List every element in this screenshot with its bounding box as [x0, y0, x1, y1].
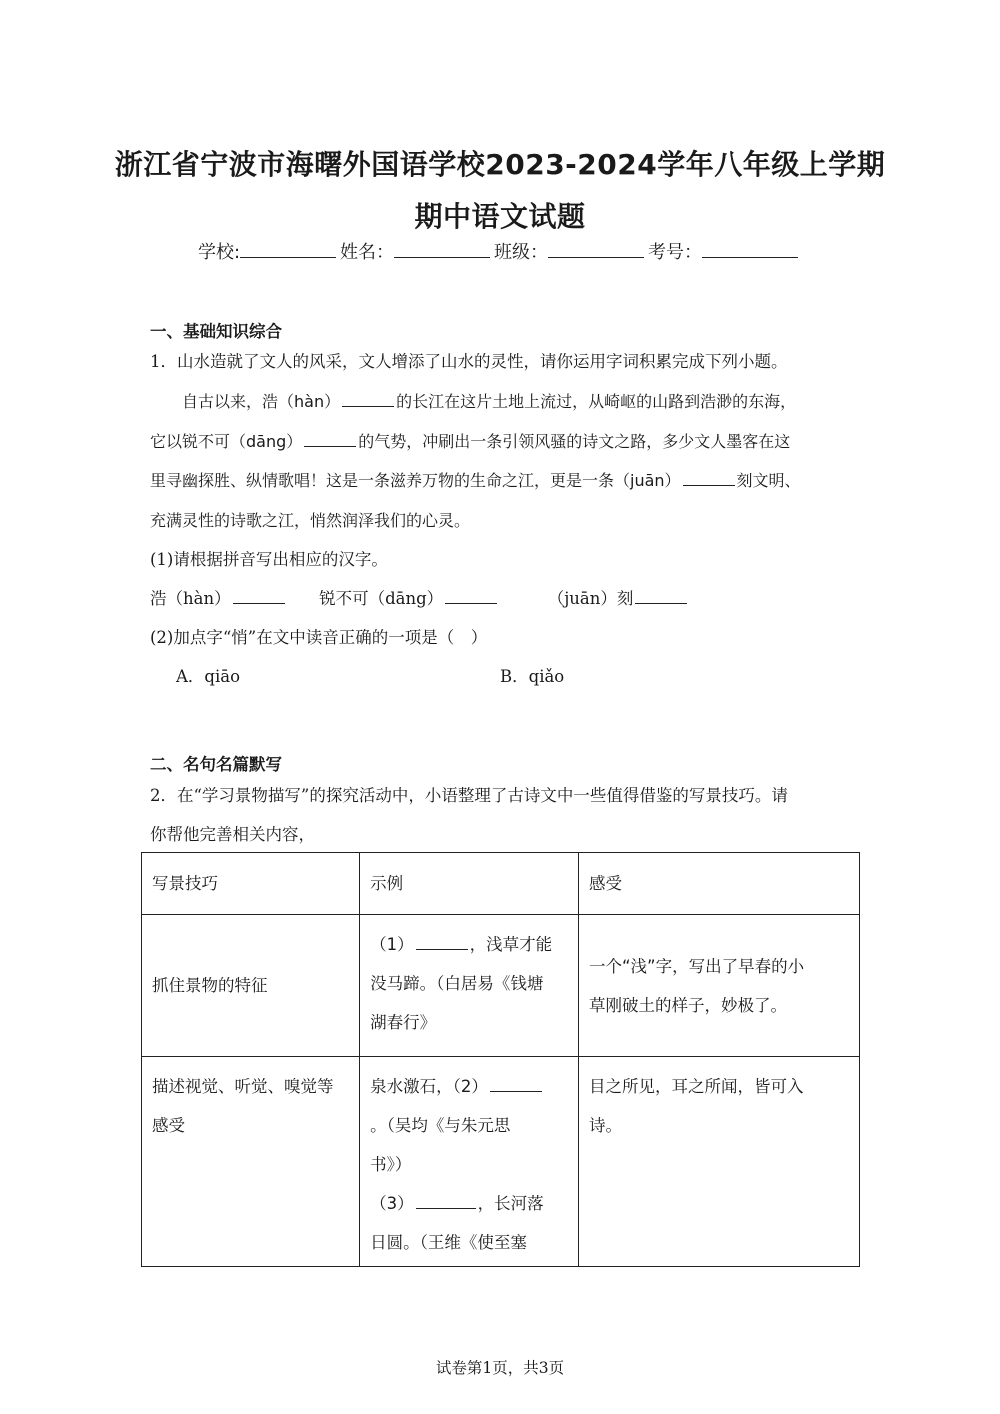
student-info-row: [0, 238, 1000, 264]
answer-blank-dang[interactable]: [445, 602, 497, 604]
page-footer: 试卷第1页，共3页: [435, 1359, 565, 1377]
example-cell: [360, 915, 579, 1057]
example-text: 没马蹄。（白居易《钱塘: [370, 974, 544, 993]
example-text: ，长河落: [477, 1194, 544, 1213]
header-feeling: 感受: [578, 853, 859, 915]
technique-cell: [142, 1057, 360, 1267]
feeling-cell: [578, 915, 859, 1057]
example-text: 泉水激石，（2）: [370, 1077, 488, 1096]
example-text: 书》）: [370, 1155, 412, 1174]
feeling-text: 诗。: [588, 1116, 622, 1135]
table-row: [142, 915, 860, 1057]
option-a[interactable]: A．qiāo: [176, 667, 241, 686]
poem-blank-2[interactable]: [490, 1090, 542, 1092]
passage-line-3: [150, 469, 862, 493]
blank-label-1: （1）: [370, 935, 414, 954]
example-text: 。（吴均《与朱元思: [370, 1116, 511, 1135]
example-text: ，浅草才能: [469, 935, 553, 954]
name-blank[interactable]: [394, 256, 490, 258]
header-example: 示例: [360, 853, 579, 915]
class-blank[interactable]: [548, 256, 644, 258]
blank-label-3: （3）: [370, 1194, 414, 1213]
school-label: 学校:: [197, 242, 241, 263]
exam-title-line2: 期中语文试题: [414, 200, 586, 233]
feeling-text: 草刚破土的样子，妙极了。: [588, 995, 787, 1015]
passage-blank-3[interactable]: [683, 484, 735, 486]
section2-heading: 二、名句名篇默写: [150, 755, 282, 774]
example-text: 日圆。（王维《使至塞: [370, 1233, 527, 1252]
q1-stem: 1．山水造就了文人的风采，文人增添了山水的灵性，请你运用字词积累完成下列小题。: [150, 352, 788, 371]
sub1-answer-row: [150, 587, 862, 611]
passage-text: 它以锐不可（dāng）: [150, 432, 303, 451]
technique-cell: 抓住景物的特征: [142, 915, 360, 1057]
exam-number-label: 考号：: [648, 242, 703, 263]
q2-stem-line2: 你帮他完善相关内容，: [150, 825, 315, 844]
table-header-row: [142, 853, 860, 915]
passage-text: 的气势，冲刷出一条引领风骚的诗文之路，多少文人墨客在这: [358, 432, 791, 451]
class-label: 班级：: [494, 242, 549, 263]
feeling-text: 目之所见，耳之所闻，皆可入: [588, 1077, 804, 1096]
poem-blank-1[interactable]: [416, 948, 468, 950]
feeling-cell: [578, 1057, 859, 1267]
example-cell: [360, 1057, 579, 1267]
exam-number-blank[interactable]: [702, 256, 798, 258]
passage-text: 里寻幽探胜、纵情歌唱！这是一条滋养万物的生命之江，更是一条（juān）: [150, 471, 681, 490]
passage-text: 自古以来，浩（hàn）: [150, 392, 341, 411]
poem-blank-3[interactable]: [416, 1207, 476, 1209]
passage-text: 充满灵性的诗歌之江，悄然润泽我们的心灵。: [150, 511, 471, 530]
passage-blank-2[interactable]: [304, 445, 356, 447]
passage-line-1: [150, 390, 862, 414]
sub1-item-2: 锐不可（dāng）: [319, 589, 444, 608]
writing-techniques-table: [141, 852, 860, 1267]
school-blank[interactable]: [240, 256, 336, 258]
name-label: 姓名：: [340, 242, 395, 263]
exam-title-line1: 浙江省宁波市海曙外国语学校2023-2024学年八年级上学期: [114, 148, 886, 181]
section1-heading: 一、基础知识综合: [150, 322, 282, 341]
technique-text: 描述视觉、听觉、嗅觉等: [152, 1077, 334, 1096]
answer-blank-han[interactable]: [233, 602, 285, 604]
technique-text: 感受: [152, 1116, 185, 1135]
sub1-item-1: 浩（hàn）: [150, 589, 231, 608]
passage-line-4: [150, 509, 862, 533]
option-b[interactable]: B．qiǎo: [500, 667, 565, 686]
passage-text: 的长江在这片土地上流过，从崎岖的山路到浩渺的东海，: [396, 392, 797, 411]
sub1-item-3: （juān）刻: [547, 589, 634, 608]
q2-stem-line1: 2．在“学习景物描写”的探究活动中，小语整理了古诗文中一些值得借鉴的写景技巧。请: [150, 786, 788, 805]
header-technique: 写景技巧: [142, 853, 360, 915]
passage-text: 刻文明、: [736, 471, 801, 490]
passage-blank-1[interactable]: [342, 405, 394, 407]
table-row: [142, 1057, 860, 1267]
sub-question-2: (2)加点字“悄”在文中读音正确的一项是（ ）: [150, 628, 488, 647]
sub-question-1: (1)请根据拼音写出相应的汉字。: [150, 550, 388, 569]
example-text: 湖春行》: [370, 1013, 437, 1032]
answer-blank-juan[interactable]: [635, 602, 687, 604]
feeling-text: 一个“浅”字，写出了早春的小: [588, 956, 805, 976]
passage-line-2: [150, 430, 862, 454]
